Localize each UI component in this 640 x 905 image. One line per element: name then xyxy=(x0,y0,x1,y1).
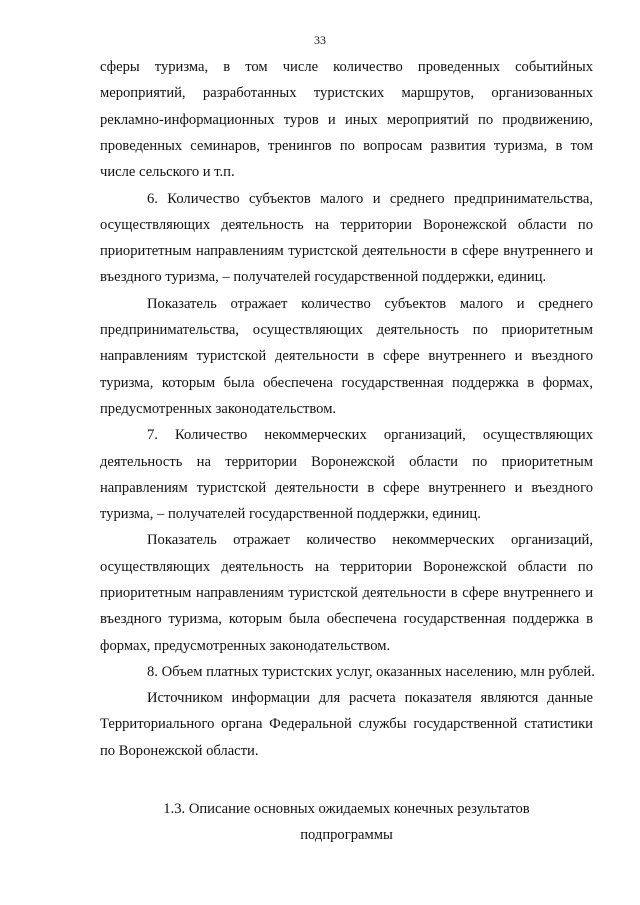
text-line: 8. Объем платных туристских услуг, оказанных населению, млн рублей. xyxy=(147,664,595,680)
text-line: предпринимательства, осуществляющих деятельность по приоритетным xyxy=(100,322,593,338)
text-line: числе сельского и т.п. xyxy=(100,164,235,180)
section-heading-line-1: 1.3. Описание основных ожидаемых конечных результатов xyxy=(163,801,530,817)
page-number: 33 xyxy=(314,33,326,47)
text-line: направлениям туристской деятельности в сфере внутреннего и въездного xyxy=(100,348,593,364)
text-line: осуществляющих деятельность на территории Воронежской области по xyxy=(100,217,593,233)
text-line: въездного туризма, – получателей государственной поддержки, единиц. xyxy=(100,269,547,285)
text-line: приоритетным направлениям туристской деятельности в сфере внутреннего и xyxy=(100,243,593,259)
text-line: по Воронежской области. xyxy=(100,743,259,759)
text-line: сферы туризма, в том числе количество проведенных событийных xyxy=(100,59,593,75)
section-heading-line-2: подпрограммы xyxy=(300,827,393,843)
text-line: осуществляющих деятельность на территории Воронежской области по xyxy=(100,559,593,575)
text-line: Показатель отражает количество субъектов малого и среднего xyxy=(147,296,593,312)
text-line: мероприятий, разработанных туристских маршрутов, организованных xyxy=(100,85,593,101)
text-line: 6. Количество субъектов малого и среднего предпринимательства, xyxy=(147,191,593,207)
text-line: проведенных семинаров, тренингов по вопросам развития туризма, в том xyxy=(100,138,593,154)
text-line: рекламно-информационных туров и иных мероприятий по продвижению, xyxy=(100,112,593,128)
text-line: направлениям туристской деятельности в сфере внутреннего и въездного xyxy=(100,480,593,496)
text-line: предусмотренных законодательством. xyxy=(100,401,337,417)
text-line: туризма, которым была обеспечена государственная поддержка в формах, xyxy=(100,375,593,391)
text-line: Источником информации для расчета показателя являются данные xyxy=(147,690,593,706)
text-line: въездного туризма, которым была обеспечена государственная поддержка в xyxy=(100,611,593,627)
text-line: приоритетным направлениям туристской деятельности в сфере внутреннего и xyxy=(100,585,593,601)
text-line: деятельность на территории Воронежской области по приоритетным xyxy=(100,454,593,470)
text-line: Территориального органа Федеральной службы государственной статистики xyxy=(100,716,593,732)
text-line: Показатель отражает количество некоммерческих организаций, xyxy=(147,532,593,548)
text-line: туризма, – получателей государственной поддержки, единиц. xyxy=(100,506,481,522)
text-line: формах, предусмотренных законодательством. xyxy=(100,638,391,654)
text-line: 7. Количество некоммерческих организаций, осуществляющих xyxy=(147,427,593,443)
